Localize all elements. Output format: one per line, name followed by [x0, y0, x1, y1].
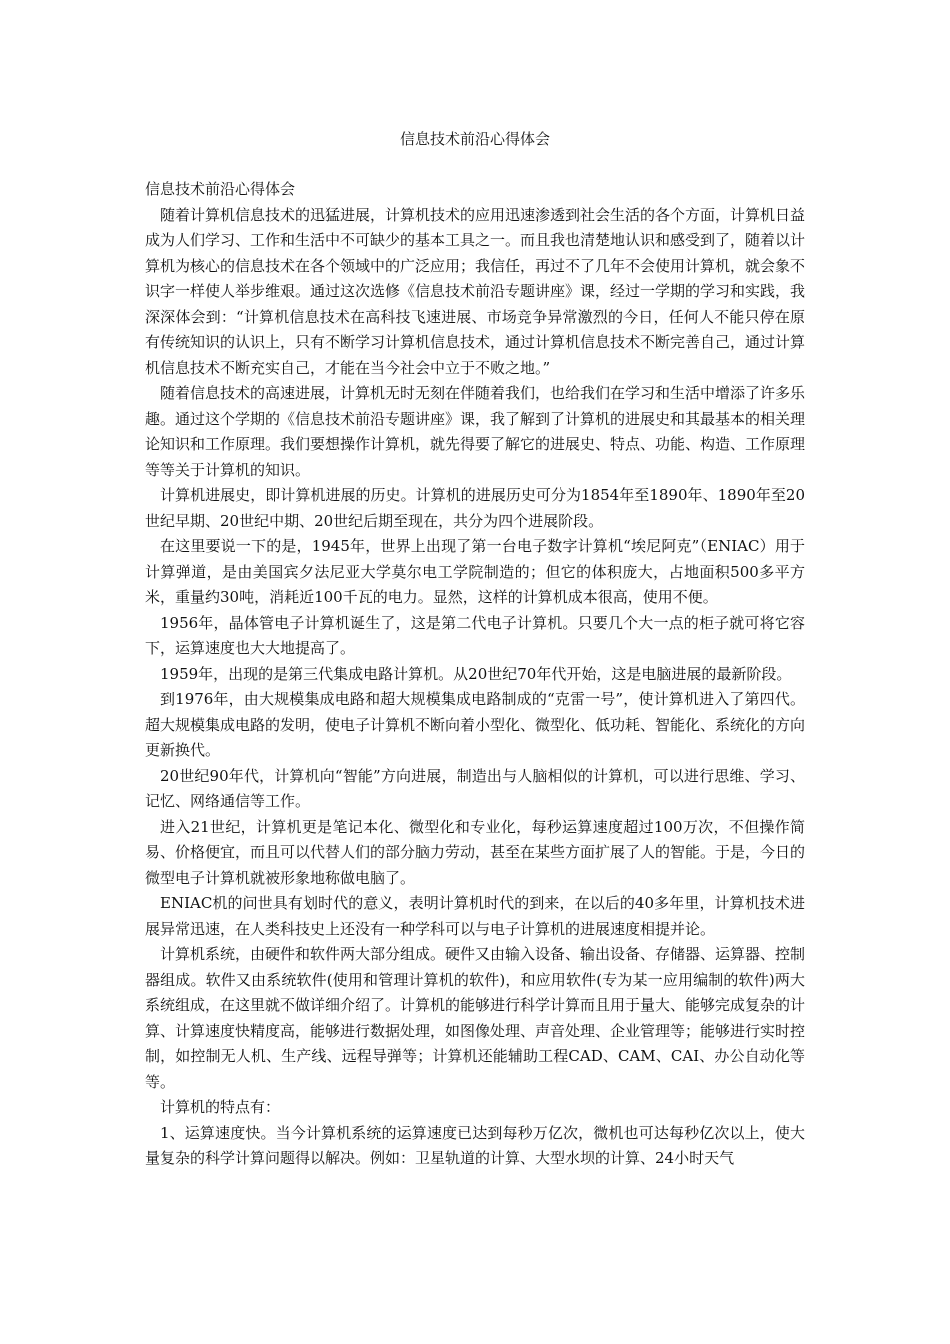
paragraph: 1956年，晶体管电子计算机诞生了，这是第二代电子计算机。只要几个大一点的柜子就可将它容下，运算速度也大大地提高了。 — [145, 613, 805, 657]
document-title: 信息技术前沿心得体会 — [399, 130, 550, 148]
paragraph: 20世纪90年代，计算机向“智能”方向进展，制造出与人脑相似的计算机，可以进行思维、学习、记忆、网络通信等工作。 — [145, 766, 805, 810]
paragraph: ENIAC机的问世具有划时代的意义，表明计算机时代的到来，在以后的40多年里，计算机技术进展异常迅速，在人类科技史上还没有一种学科可以与电子计算机的进展速度相提并论。 — [145, 894, 805, 938]
paragraph: 随着计算机信息技术的迅猛进展，计算机技术的应用迅速渗透到社会生活的各个方面，计算机日益成为人们学习、工作和生活中不可缺少的基本工具之一。而且我也清楚地认识和感受到了，随着以计算机为核心的信息技术在各个领域中的广泛应用；我信任，再过不了几年不会使用计算机，就会象不识字一样使人举步维艰。通过这次选修《信息技术前沿专题讲座》课，经过一学期的学习和实践，我深深体会到：“计算机信息技术在高科技飞速进展、市场竞争异常激烈的今日，任何人不能只停在原有传统知识的认识上，只有不断学习计算机信息技术，通过计算机信息技术不断完善自己，通过计算机信息技术不断充实自己，才能在当今社会中立于不败之地。” — [145, 205, 806, 377]
paragraph: 在这里要说一下的是，1945年，世界上出现了第一台电子数字计算机“埃尼阿克”（ENIAC）用于计算弹道，是由美国宾夕法尼亚大学莫尔电工学院制造的；但它的体积庞大，占地面积500多平方米，重量约30吨，消耗近100千瓦的电力。显然，这样的计算机成本很高，使用不便。 — [145, 537, 805, 606]
paragraph: 1、运算速度快。当今计算机系统的运算速度已达到每秒万亿次，微机也可达每秒亿次以上，使大量复杂的科学计算问题得以解决。例如：卫星轨道的计算、大型水坝的计算、24小时天气 — [145, 1123, 805, 1167]
document-body — [145, 177, 805, 1172]
paragraph: 进入21世纪，计算机更是笔记本化、微型化和专业化，每秒运算速度超过100万次，不但操作简易、价格便宜，而且可以代替人们的部分脑力劳动，甚至在某些方面扩展了人的智能。于是，今日的微型电子计算机就被形象地称做电脑了。 — [145, 817, 806, 887]
paragraph: 计算机进展史，即计算机进展的历史。计算机的进展历史可分为1854年至1890年、1890年至20世纪早期、20世纪中期、20世纪后期至现在，共分为四个进展阶段。 — [145, 486, 805, 530]
paragraph: 计算机的特点有： — [160, 1098, 281, 1116]
paragraph: 到1976年，由大规模集成电路和超大规模集成电路制成的“克雷一号”，使计算机进入了第四代。超大规模集成电路的发明，使电子计算机不断向着小型化、微型化、低功耗、智能化、系统化的方向更新换代。 — [145, 690, 806, 759]
paragraph: 随着信息技术的高速进展，计算机无时无刻在伴随着我们，也给我们在学习和生活中增添了许多乐趣。通过这个学期的《信息技术前沿专题讲座》课，我了解到了计算机的进展史和其最基本的相关理论知识和工作原理。我们要想操作计算机，就先得要了解它的进展史、特点、功能、构造、工作原理等等关于计算机的知识。 — [145, 384, 806, 479]
body-heading: 信息技术前沿心得体会 — [145, 180, 296, 198]
paragraph: 计算机系统，由硬件和软件两大部分组成。硬件又由输入设备、输出设备、存储器、运算器、控制器组成。软件又由系统软件(使用和管理计算机的软件)，和应用软件(专为某一应用编制的软件)两大系统组成，在这里就不做详细介绍了。计算机的能够进行科学计算而且用于量大、能够完成复杂的计算、计算速度快精度高，能够进行数据处理，如图像处理、声音处理、企业管理等；能够进行实时控制，如控制无人机、生产线、远程导弹等；计算机还能辅助工程CAD、CAM、CAI、办公自动化等等。 — [145, 945, 806, 1091]
paragraph: 1959年，出现的是第三代集成电路计算机。从20世纪70年代开始，这是电脑进展的最新阶段。 — [160, 664, 792, 683]
